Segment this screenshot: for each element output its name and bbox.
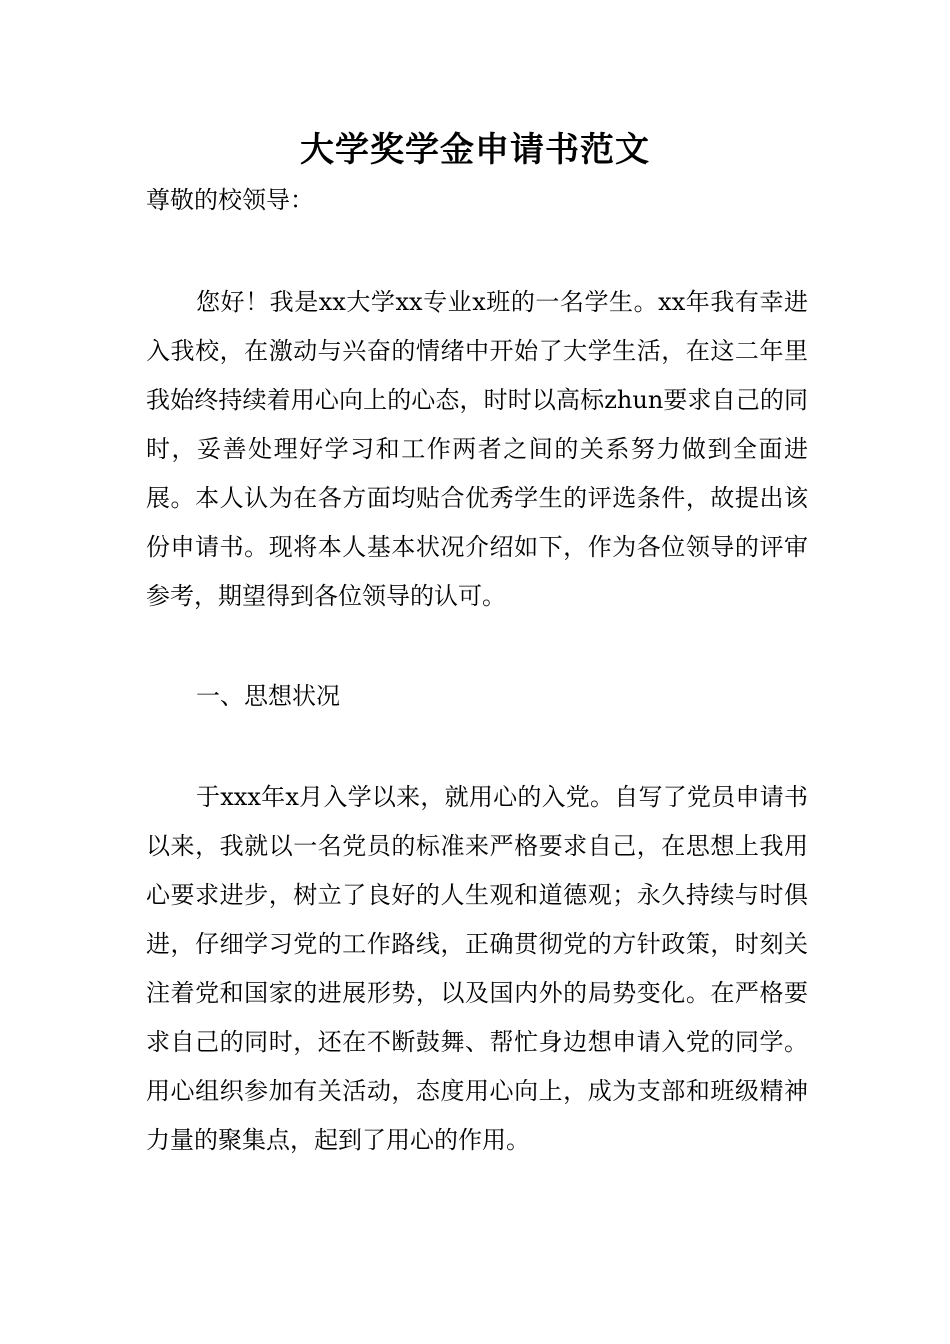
paragraph-intro: 您好！我是xx大学xx专业x班的一名学生。xx年我有幸进入我校，在激动与兴奋的情绪中开始了大学生活，在这二年里我始终持续着用心向上的心态，时时以高标zhun要求自己的同时，妥善处理好学习和工作两者之间的关系努力做到全面进展。本人认为在各方面均贴合优秀学生的评选条件，故提出该份申请书。现将本人基本状况介绍如下，作为各位领导的评审参考，期望得到各位领导的认可。 bbox=[146, 288, 808, 610]
salutation: 尊敬的校领导： bbox=[146, 186, 314, 214]
section-heading-thought: 一、思想状况 bbox=[196, 682, 340, 710]
paragraph-thought: 于xxx年x月入学以来，就用心的入党。自写了党员申请书以来，我就以一名党员的标准来严格要求自己，在思想上我用心要求进步，树立了良好的人生观和道德观；永久持续与时俱进，仔细学习党的工作路线，正确贯彻党的方针政策，时刻关注着党和国家的进展形势，以及国内外的局势变化。在严格要求自己的同时，还在不断鼓舞、帮忙身边想申请入党的同学。用心组织参加有关活动，态度用心向上，成为支部和班级精神力量的聚集点，起到了用心的作用。 bbox=[146, 783, 808, 1154]
document-title: 大学奖学金申请书范文 bbox=[300, 130, 650, 170]
